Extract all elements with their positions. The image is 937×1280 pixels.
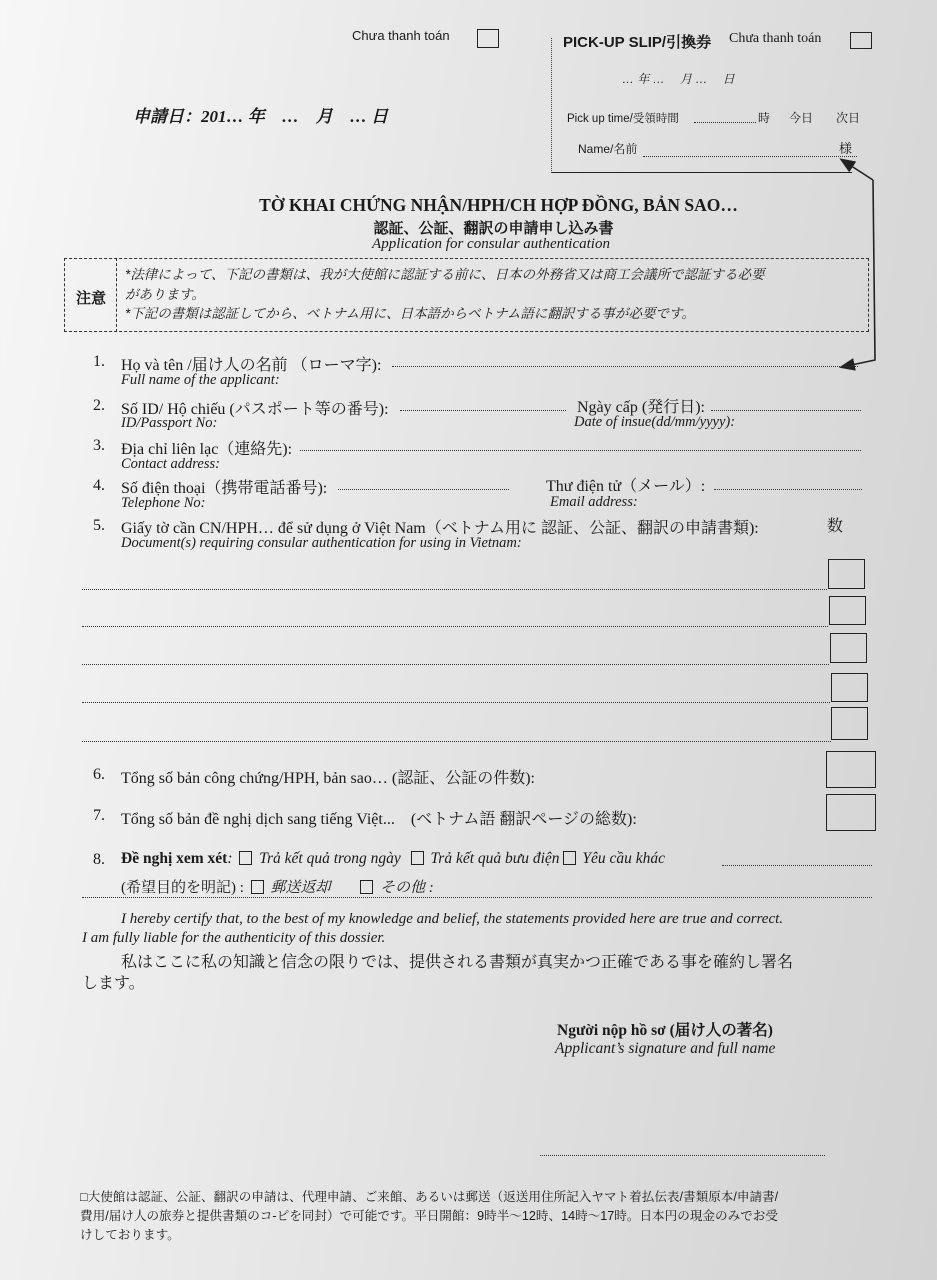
field-2-sub: ID/Passport No: [121,415,218,431]
field-1-label: Họ và tên /届け人の名前 （ローマ字): [121,357,382,374]
issue-date-label: Ngày cấp (発行日): [577,399,705,416]
unpaid-label: Chưa thanh toán [352,28,450,43]
pickup-unpaid-label: Chưa thanh toán [729,31,822,46]
email-sub: Email address: [550,494,638,510]
document-row-4-count[interactable] [831,673,868,702]
field-4-sub: Telephone No: [121,495,206,511]
cert-ja-line-1: 私はここに私の知識と信念の限りでは、提供される書類が真実かつ正確である事を確約し署名 [121,954,794,971]
field-4-number: 4. [93,477,105,494]
document-row-2-input[interactable] [82,612,828,627]
email-label: Thư điện tử（メール）: [546,478,706,495]
issue-date-sub: Date of insue(dd/mm/yyyy): [574,414,736,430]
other-ja-option: その他 : [379,880,434,896]
same-day-option: Trả kết quả trong ngày [259,850,401,867]
footer-line-3: けしております。 [80,1228,180,1242]
notice-line-3: *下記の書類は認証してから、ベトナム用に、日本語からベトナム語に翻訳する事が必要です。 [125,306,695,321]
email-input[interactable] [714,475,862,490]
cert-ja-line-2: します。 [82,975,145,992]
document-row-1-input[interactable] [82,575,827,590]
count-label: 数 [827,518,844,535]
field-2-number: 2. [93,397,105,414]
application-date: 申請日：201… 年 … 月 … 日 [133,107,388,126]
field-3-sub: Contact address: [121,456,220,472]
field-1-number: 1. [93,353,105,370]
same-day-checkbox[interactable] [239,851,252,865]
field-8-row: Đề nghị xem xét: Trả kết quả trong ngày Trả kết quả bưu điện Yêu cầu khác [121,850,666,867]
field-2-label: Số ID/ Hộ chiếu (パスポート等の番号): [121,401,389,418]
footer-line-1: □大使館は認証、公証、翻訳の申請は、代理申請、ご来館、あるいは郵送（返送用住所記入ヤマト着払伝表/書類原本/申請書/ [80,1190,779,1204]
contact-address-input[interactable] [300,436,861,451]
form-title-en: Application for consular authentication [372,236,610,252]
field-1-sub: Full name of the applicant: [121,372,280,388]
form-title-vi: TỜ KHAI CHỨNG NHẬN/HPH/CH HỢP ĐỒNG, BẢN SAO… [259,195,738,215]
field-5-number: 5. [93,517,105,534]
unpaid-checkbox[interactable] [477,29,499,48]
document-row-1-count[interactable] [828,559,865,589]
issue-date-input[interactable] [711,396,861,411]
notice-divider [116,258,117,332]
footer-line-2: 費用/届け人の旅券と提供書類のコ-ピを同封）で可能です。平日開館：9時半～12時、14時～17時。日本円の現金のみでお受 [80,1209,778,1223]
total-translation-pages-box[interactable] [826,794,876,831]
document-row-3-input[interactable] [82,650,829,665]
field-8-label: Đề nghị xem xét [121,850,228,867]
document-row-5-input[interactable] [82,727,831,742]
document-row-3-count[interactable] [830,633,867,663]
mail-return-option: 郵送返却 [270,880,331,896]
post-return-option: Trả kết quả bưu điện [430,850,560,867]
signature-label: Người nộp hồ sơ (届け人の著名) [557,1022,773,1039]
other-request-checkbox[interactable] [563,851,576,865]
field-8-ja-label: (希望目的を明記) : [121,880,244,896]
field-5-sub: Document(s) requiring consular authentication for using in Vietnam: [121,535,522,551]
signature-sub: Applicant’s signature and full name [555,1040,776,1057]
notice-line-1: *法律によって、下記の書類は、我が大使館に認証する前に、日本の外務省又は商工会議所で認証する必要 [125,267,765,282]
full-name-input[interactable] [392,352,858,367]
total-authentication-count-box[interactable] [826,751,876,788]
other-ja-input[interactable] [82,883,872,898]
pickup-slip-title: PICK-UP SLIP/引換券 [563,34,712,51]
field-8-number: 8. [93,851,105,868]
pickup-unpaid-checkbox[interactable] [850,32,872,49]
field-3-label: Địa chỉ liên lạc（連絡先): [121,441,293,458]
field-3-number: 3. [93,437,105,454]
field-4-label: Số điện thoại（携帯電話番号): [121,480,328,497]
notice-line-2: があります。 [125,287,205,302]
cert-en-line-2: I am fully liable for the authenticity of this dossier. [82,930,386,946]
document-row-5-count[interactable] [831,707,868,740]
post-return-checkbox[interactable] [411,851,424,865]
form-title-ja: 認証、公証、翻訳の申請申し込み書 [373,220,614,237]
other-request-option: Yêu cầu khác [582,850,666,867]
pickup-today[interactable]: 今日 [789,111,814,125]
field-6-label: Tổng số bản công chứng/HPH, bản sao… (認証、公証の件数): [121,770,535,787]
notice-label: 注意 [76,290,107,307]
pickup-time-field[interactable] [694,122,756,123]
other-request-input[interactable] [722,851,872,866]
cert-en-line-1: I hereby certify that, to the best of my knowledge and belief, the statements provided here are true and correct. [121,911,784,927]
passport-number-input[interactable] [400,396,566,411]
pickup-next-day[interactable]: 次日 [836,111,861,125]
pickup-time-label: Pick up time/受領時間 [567,113,679,125]
field-7-label: Tổng số bản đề nghị dịch sang tiếng Việt... (ベトナム語 翻訳ページの総数): [121,811,637,828]
pickup-name-label: Name/名前 [578,142,638,156]
signature-field[interactable] [540,1155,825,1156]
field-6-number: 6. [93,766,105,783]
pickup-time-suffix: 時 [758,111,771,125]
pickup-date: … 年 … 月 … 日 [622,72,735,86]
field-5-label: Giấy tờ cần CN/HPH… để sử dụng ở Việt Nam（ベトナム用に 認証、公証、翻訳の申請書類): [121,520,759,537]
document-row-2-count[interactable] [829,596,866,625]
telephone-input[interactable] [338,475,509,490]
document-row-4-input[interactable] [82,688,830,703]
field-7-number: 7. [93,807,105,824]
pickup-name-suffix: 様 [839,141,853,156]
